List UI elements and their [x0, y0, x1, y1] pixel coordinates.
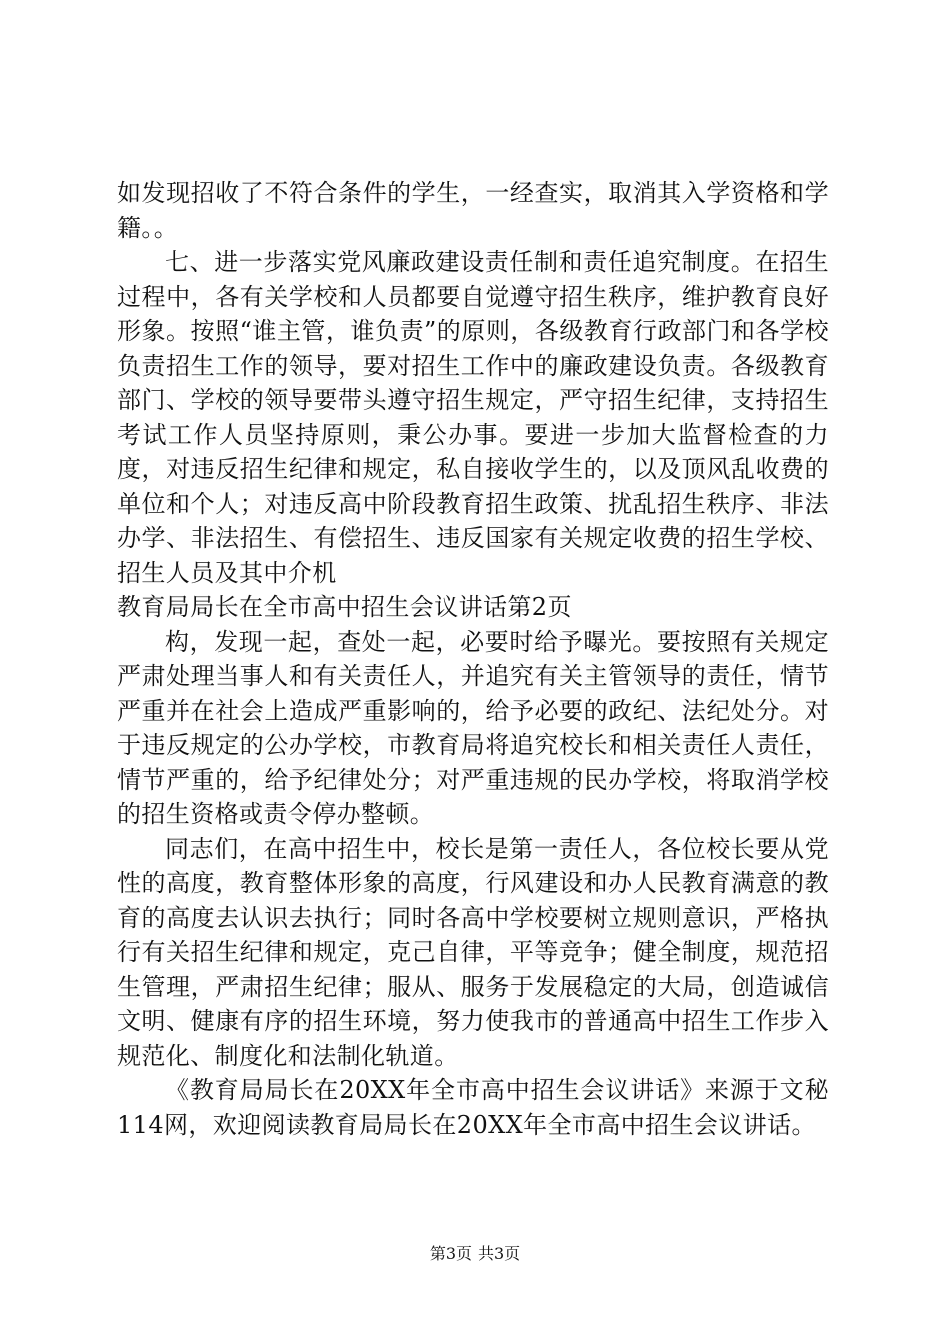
- document-body: [117, 176, 829, 1142]
- page-number: 第3页: [429, 1244, 472, 1263]
- paragraph-source-note: 《教育局局长在20XX年全市高中招生会议讲话》来源于文秘114网，欢迎阅读教育局局长在20XX年全市高中招生会议讲话。: [117, 1076, 829, 1139]
- page-break-title: 教育局局长在全市高中招生会议讲话第2页: [117, 593, 572, 621]
- paragraph-penalties: 构，发现一起，查处一起，必要时给予曝光。要按照有关规定严肃处理当事人和有关责任人，并追究有关主管领导的责任，情节严重并在社会上造成严重影响的，给予必要的政纪、法纪处分。对于违反规定的公办学校，市教育局将追究校长和相关责任人责任，情节严重的，给予纪律处分；对严重违规的民办学校，将取消学校的招生资格或责令停办整顿。: [117, 627, 829, 828]
- page-total: 共3页: [478, 1244, 521, 1263]
- paragraph-section-seven: 七、进一步落实党风廉政建设责任制和责任追究制度。在招生过程中，各有关学校和人员都要自觉遵守招生秩序，维护教育良好形象。按照“谁主管，谁负责”的原则，各级教育行政部门和各学校负责招生工作的领导，要对招生工作中的廉政建设负责。各级教育部门、学校的领导要带头遵守招生规定，严守招生纪律，支持招生考试工作人员坚持原则，秉公办事。要进一步加大监督检查的力度，对违反招生纪律和规定，私自接收学生的，以及顶风乱收费的单位和个人；对违反高中阶段教育招生政策、扰乱招生秩序、非法办学、非法招生、有偿招生、违反国家有关规定收费的招生学校、招生人员及其中介机: [117, 248, 829, 587]
- paragraph-continuation: 如发现招收了不符合条件的学生，一经查实，取消其入学资格和学籍。。: [117, 179, 829, 242]
- paragraph-closing-remarks: 同志们，在高中招生中，校长是第一责任人，各位校长要从党性的高度，教育整体形象的高度，行风建设和办人民教育满意的教育的高度去认识去执行；同时各高中学校要树立规则意识，严格执行有关招生纪律和规定，克己自律，平等竞争；健全制度，规范招生管理，严肃招生纪律；服从、服务于发展稳定的大局，创造诚信文明、健康有序的招生环境，努力使我市的普通高中招生工作步入规范化、制度化和法制化轨道。: [117, 834, 829, 1070]
- page-footer: [0, 1244, 950, 1264]
